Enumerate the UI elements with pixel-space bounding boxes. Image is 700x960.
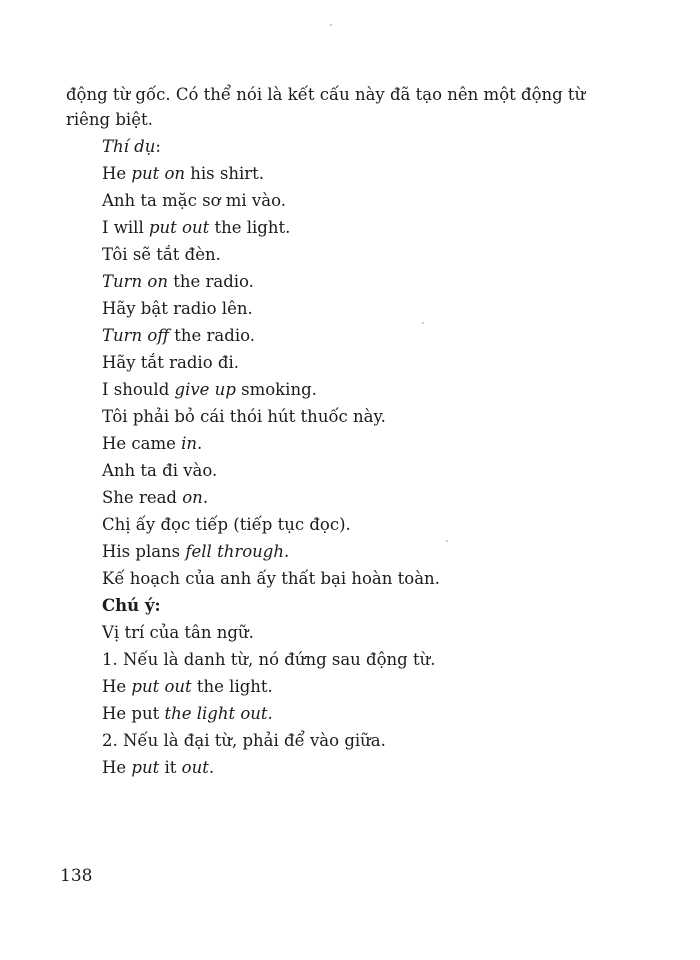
italic-phrase: put on (131, 164, 186, 183)
text-line (102, 295, 662, 322)
text-line (102, 484, 662, 511)
bold-heading: Chú ý: (102, 596, 161, 615)
italic-phrase: out (181, 758, 209, 777)
text-line (102, 565, 662, 592)
text-run: . (202, 488, 209, 507)
scan-speck (330, 24, 332, 26)
intro-line-1: động từ gốc. Có thể nói là kết cấu này đã tạo nên một động từ (66, 85, 586, 104)
text-run: He put (102, 704, 165, 723)
text-run: Kế hoạch của anh ấy thất bại hoàn toàn. (102, 569, 440, 588)
italic-phrase: Turn on (102, 272, 168, 291)
text-line (102, 160, 662, 187)
text-line (102, 619, 662, 646)
text-run: I will (102, 218, 149, 237)
intro-paragraph (66, 82, 646, 132)
text-line (102, 538, 662, 565)
text-line (102, 268, 662, 295)
text-run: 2. Nếu là đại từ, phải để vào giữa. (102, 731, 386, 750)
italic-phrase: fell through (185, 542, 284, 561)
text-line (102, 241, 662, 268)
text-run: . (283, 542, 290, 561)
page-number: 138 (60, 866, 93, 886)
text-line (102, 430, 662, 457)
text-run: She read (102, 488, 183, 507)
text-run: He came (102, 434, 182, 453)
text-run: Chị ấy đọc tiếp (tiếp tục đọc). (102, 515, 351, 534)
scan-speck (422, 322, 424, 324)
text-run: his shirt. (185, 164, 265, 183)
text-line (102, 376, 662, 403)
text-line (102, 187, 662, 214)
text-run: the radio. (169, 326, 255, 345)
text-run: He (102, 758, 132, 777)
text-run: Hãy tắt radio đi. (102, 353, 239, 372)
text-line (102, 592, 662, 619)
text-run: . (208, 758, 215, 777)
italic-phrase: put out (131, 677, 192, 696)
text-run: : (155, 137, 161, 156)
text-line (102, 754, 662, 781)
text-run: I should (102, 380, 175, 399)
scan-speck (446, 540, 448, 542)
italic-phrase: in (181, 434, 198, 453)
text-line (102, 322, 662, 349)
text-run: Tôi sẽ tắt đèn. (102, 245, 221, 264)
text-run: smoking. (235, 380, 317, 399)
text-run: . (197, 434, 203, 453)
text-line (102, 511, 662, 538)
italic-phrase: put (131, 758, 160, 777)
text-line (102, 646, 662, 673)
text-run: Hãy bật radio lên. (102, 299, 253, 318)
text-run: His plans (102, 542, 186, 561)
italic-phrase: give up (174, 380, 236, 399)
text-run: it (159, 758, 182, 777)
text-line (102, 457, 662, 484)
italic-phrase: on (182, 488, 203, 507)
text-line (102, 214, 662, 241)
text-line (102, 700, 662, 727)
text-run: Anh ta mặc sơ mi vào. (102, 191, 286, 210)
text-run: Tôi phải bỏ cái thói hút thuốc này. (102, 407, 386, 426)
text-run: He (102, 164, 132, 183)
text-run: Vị trí của tân ngữ. (102, 623, 254, 642)
text-line (102, 349, 662, 376)
text-line (102, 673, 662, 700)
text-run: the light. (209, 218, 291, 237)
text-run: He (102, 677, 132, 696)
text-line (102, 727, 662, 754)
text-line (102, 403, 662, 430)
examples-block (102, 133, 662, 781)
italic-phrase: put out (148, 218, 210, 237)
text-line (102, 133, 662, 160)
italic-phrase: Turn off (102, 326, 170, 345)
italic-phrase: the light out (164, 704, 268, 723)
text-run: . (267, 704, 273, 723)
text-run: 1. Nếu là danh từ, nó đứng sau động từ. (102, 650, 436, 669)
text-run: the light. (191, 677, 273, 696)
text-run: Anh ta đi vào. (102, 461, 218, 480)
intro-line-2: riêng biệt. (66, 110, 153, 129)
text-run: the radio. (167, 272, 254, 291)
italic-phrase: Thí dụ (102, 137, 156, 156)
